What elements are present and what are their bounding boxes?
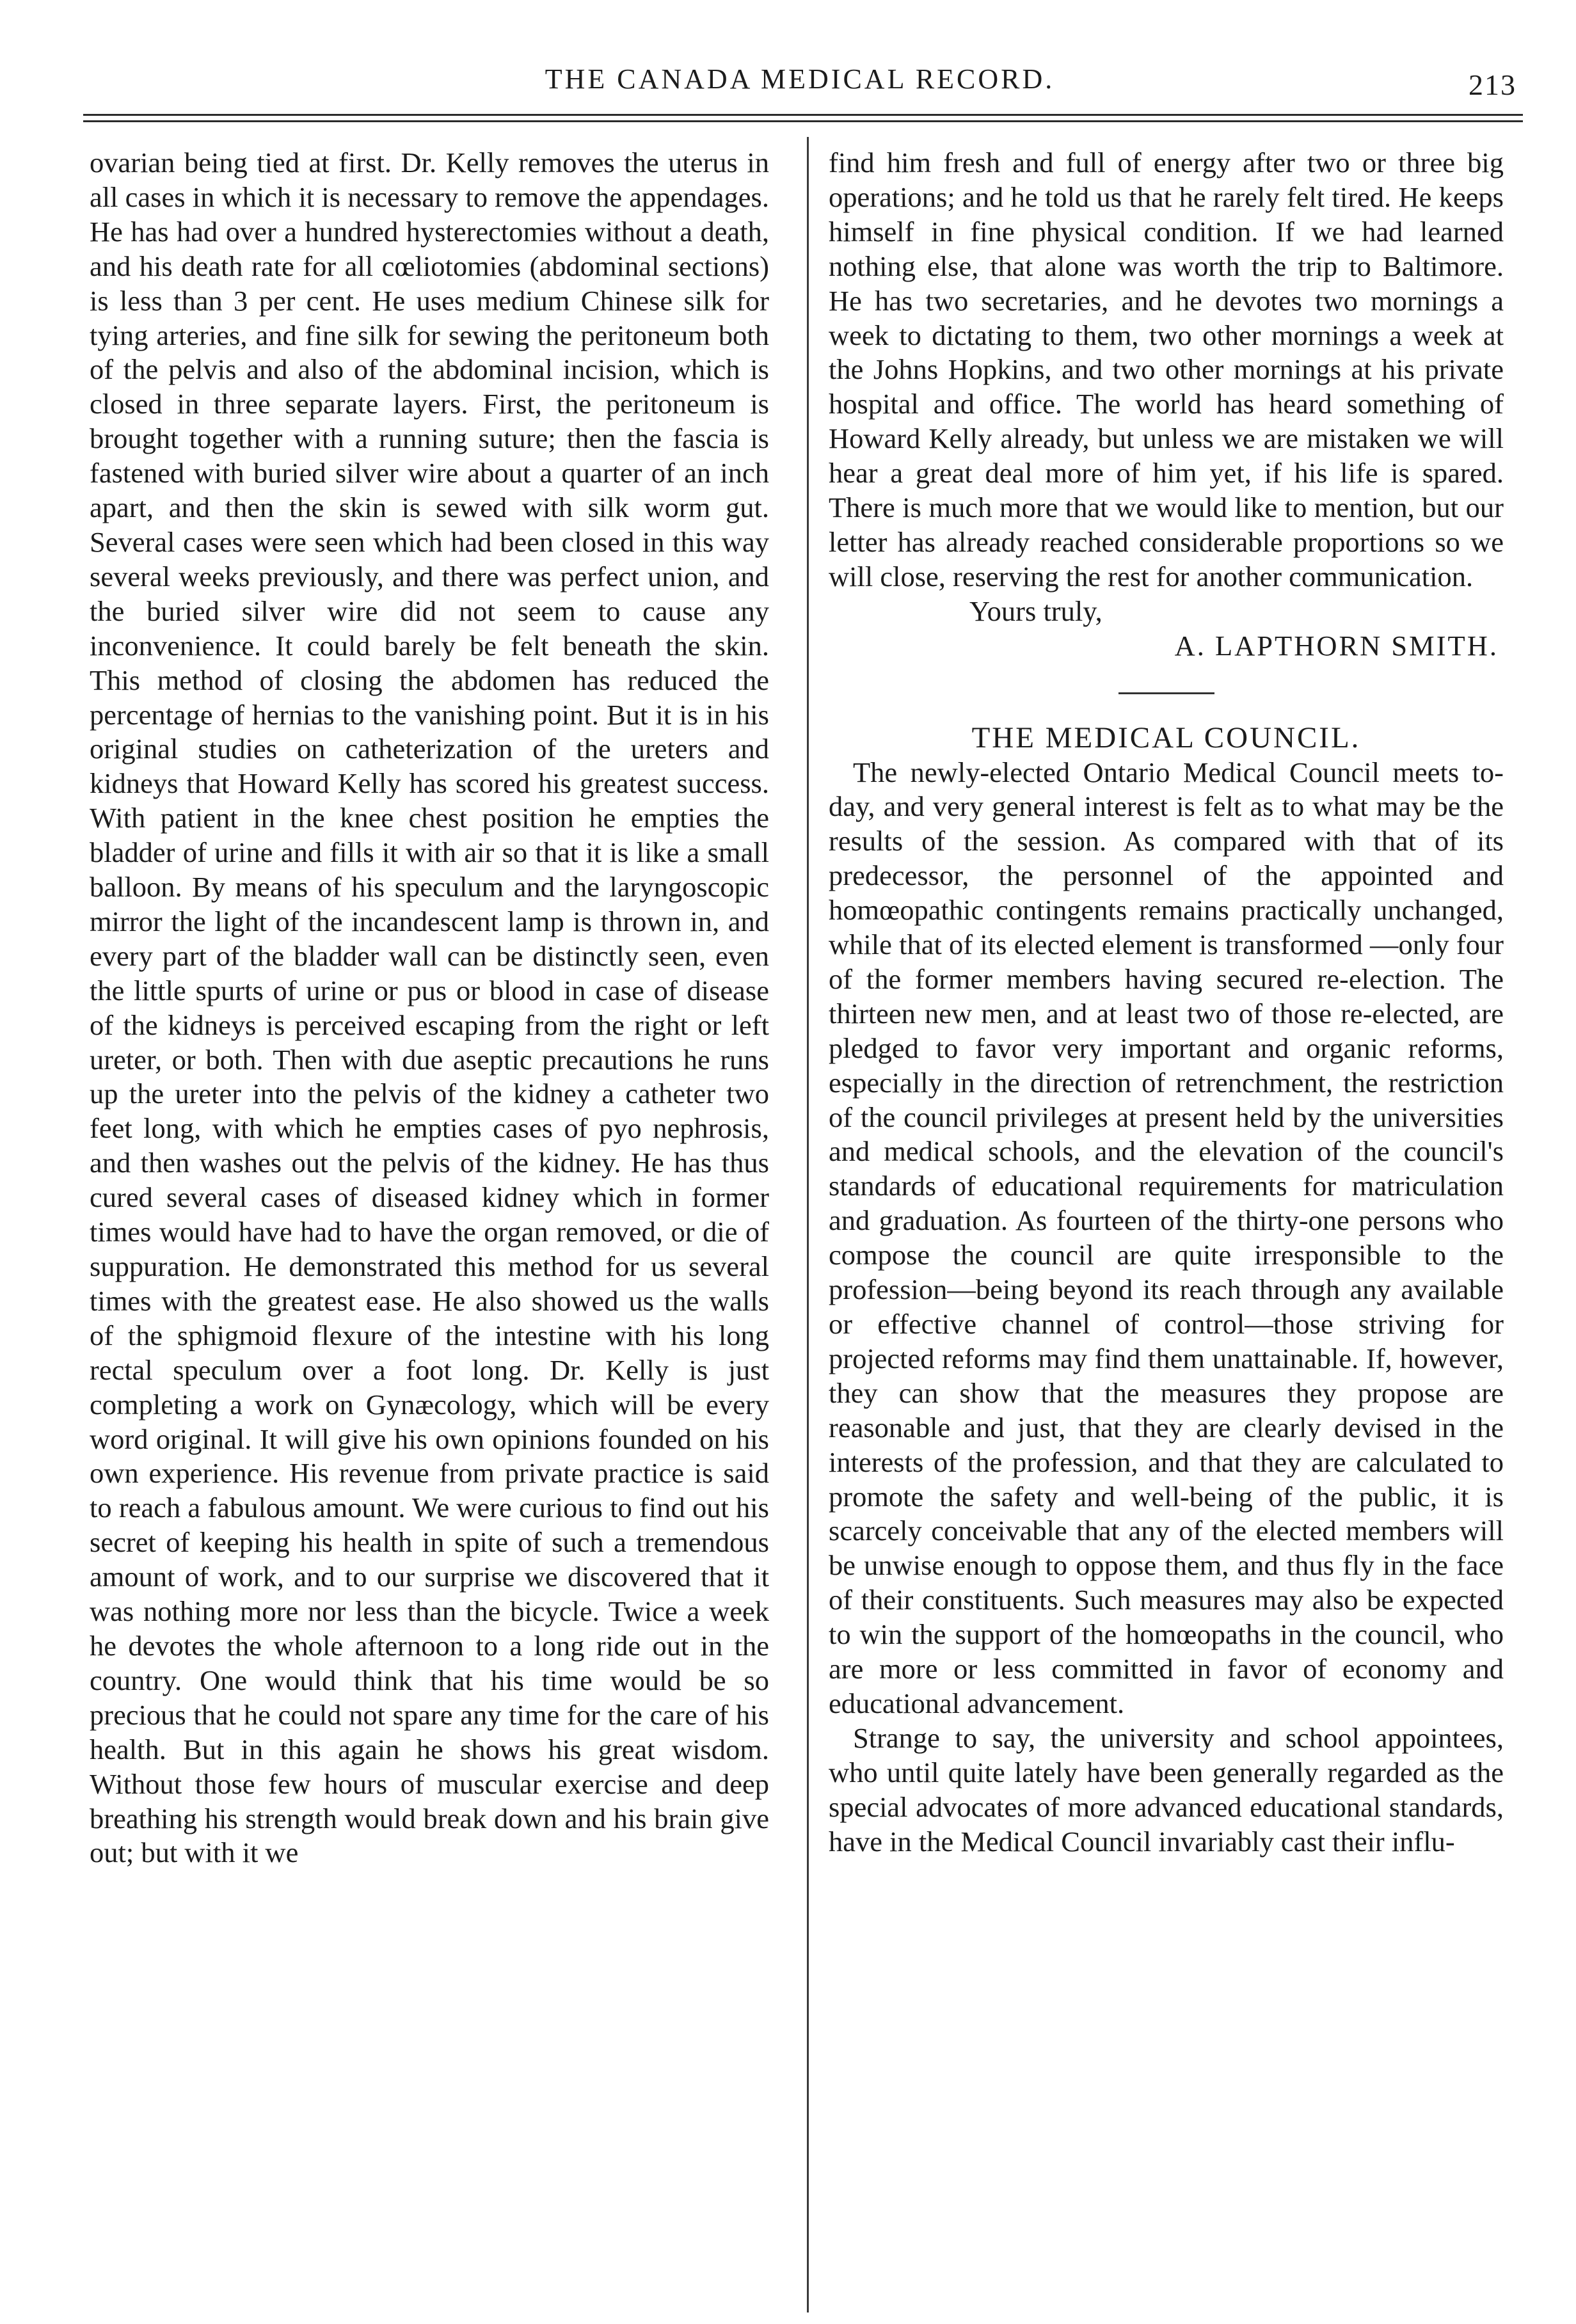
page-number: 213 [1469,68,1516,101]
letter-continuation: find him fresh and full of energy after two or three big operations; and he told us that he rarely felt tired. He keeps himself in fine physical condition. If we had learned nothing else, that alone was worth the trip to Baltimore. He has two secretaries, and he devotes two mornings a week to dictating to them, two other mornings a week at the Johns Hopkins, and two other mornings at his private hospital and office. The world has heard something of Howard Kelly already, but unless we are mistaken we will hear a great deal more of him yet, if his life is spared. There is much more that we would like to mention, but our letter has already reached considerable proportions so we will close, reserving the rest for another communication. [829,147,1504,593]
left-column [90,146,769,1870]
letter-closing: Yours truly, [969,594,1102,627]
body-paragraph: The newly-elected Ontario Medical Council meets to-day, and very general interest is felt as to what may be the results of the session. As compared with that of its predecessor, the personnel of the appointed and homœopathic contingents remains practically unchanged, while that of its elected element is transformed —only four of the former members having secured re-election. The thirteen new men, and at least two of those re-elected, are pledged to favor very important and organic reforms, especially in the direction of retrenchment, the restriction of the council privileges at present held by the universities and medical schools, and the elevation of the council's standards of educational requirements for matriculation and graduation. As fourteen of the thirty-one persons who compose the council are quite irresponsible to the profession—being beyond its reach through any available or effective channel of control—those striving for projected reforms may find them unattainable. If, however, they can show that the measures they propose are reasonable and just, that they are clearly devised in the interests of the profession, and that they are calculated to promote the safety and well-being of the public, it is scarcely conceivable that any of the elected members will be unwise enough to oppose them, and thus fly in the face of their constituents. Such measures may also be expected to win the support of the homœopaths in the council, who are more or less committed in favor of economy and educational advancement. [829,756,1504,1719]
header-rule-double [83,120,1523,122]
section-heading: THE MEDICAL COUNCIL. [971,720,1361,754]
journal-title: THE CANADA MEDICAL RECORD. [545,63,1055,95]
body-paragraph: ovarian being tied at first. Dr. Kelly removes the uterus in all cases in which it is necessary to remove the appendages. He has had over a hundred hysterectomies without a death, and his death rate for all cœliotomies (abdominal sections) is less than 3 per cent. He uses medium Chinese silk for tying arteries, and fine silk for sewing the peritoneum both of the pelvis and also of the abdominal incision, which is closed in three separate layers. First, the peritoneum is brought together with a running suture; then the fascia is fastened with buried silver wire about a quarter of an inch apart, and then the skin is sewed with silk worm gut. Several cases were seen which had been closed in this way several weeks previously, and there was perfect union, and the buried silver wire did not seem to cause any inconvenience. It could barely be felt beneath the skin. This method of closing the abdomen has reduced the percentage of hernias to the vanishing point. But it is in his original studies on catheterization of the ureters and kidneys that Howard Kelly has scored his greatest success. With patient in the knee chest position he empties the bladder of urine and fills it with air so that it is like a small balloon. By means of his speculum and the laryngoscopic mirror the light of the incandescent lamp is thrown in, and every part of the bladder wall can be distinctly seen, even the little spurts of urine or pus or blood in case of disease of the kidneys is perceived escaping from the right or left ureter, or both. Then with due aseptic precautions he runs up the ureter into the pelvis of the kidney a catheter two feet long, with which he empties cases of pyo nephrosis, and then washes out the pelvis of the kidney. He has thus cured several cases of diseased kidney which in former times would have had to have the organ removed, or die of suppuration. He demonstrated this method for us several times with the greatest ease. He also showed us the walls of the sphigmoid flexure of the intestine with his long rectal speculum over a foot long. Dr. Kelly is just completing a work on Gynæcology, which will be every word original. It will give his own opinions founded on his own experience. His revenue from private practice is said to reach a fabulous amount. We were curious to find out his secret of keeping his health in spite of such a tremendous amount of work, and to our surprise we discovered that it was nothing more nor less than the bicycle. Twice a week he devotes the whole afternoon to a long ride out in the country. One would think that his time would be so precious that he could not spare any time for the care of his health. But in this again he shows his great wisdom. Without those few hours of muscular exercise and deep breathing his strength would break down and his brain give out; but with it we [90,147,769,1869]
running-header [83,63,1516,107]
column-divider [807,137,809,2312]
right-column [829,146,1504,1859]
letter-signature: A. LAPTHORN SMITH. [1174,629,1499,662]
body-paragraph: Strange to say, the university and school appointees, who until quite lately have been generally regarded as the special advocates of more advanced educational standards, have in the Medical Council invariably cast their influ- [829,1721,1504,1858]
header-rule [83,114,1523,116]
section-divider [1118,692,1214,694]
